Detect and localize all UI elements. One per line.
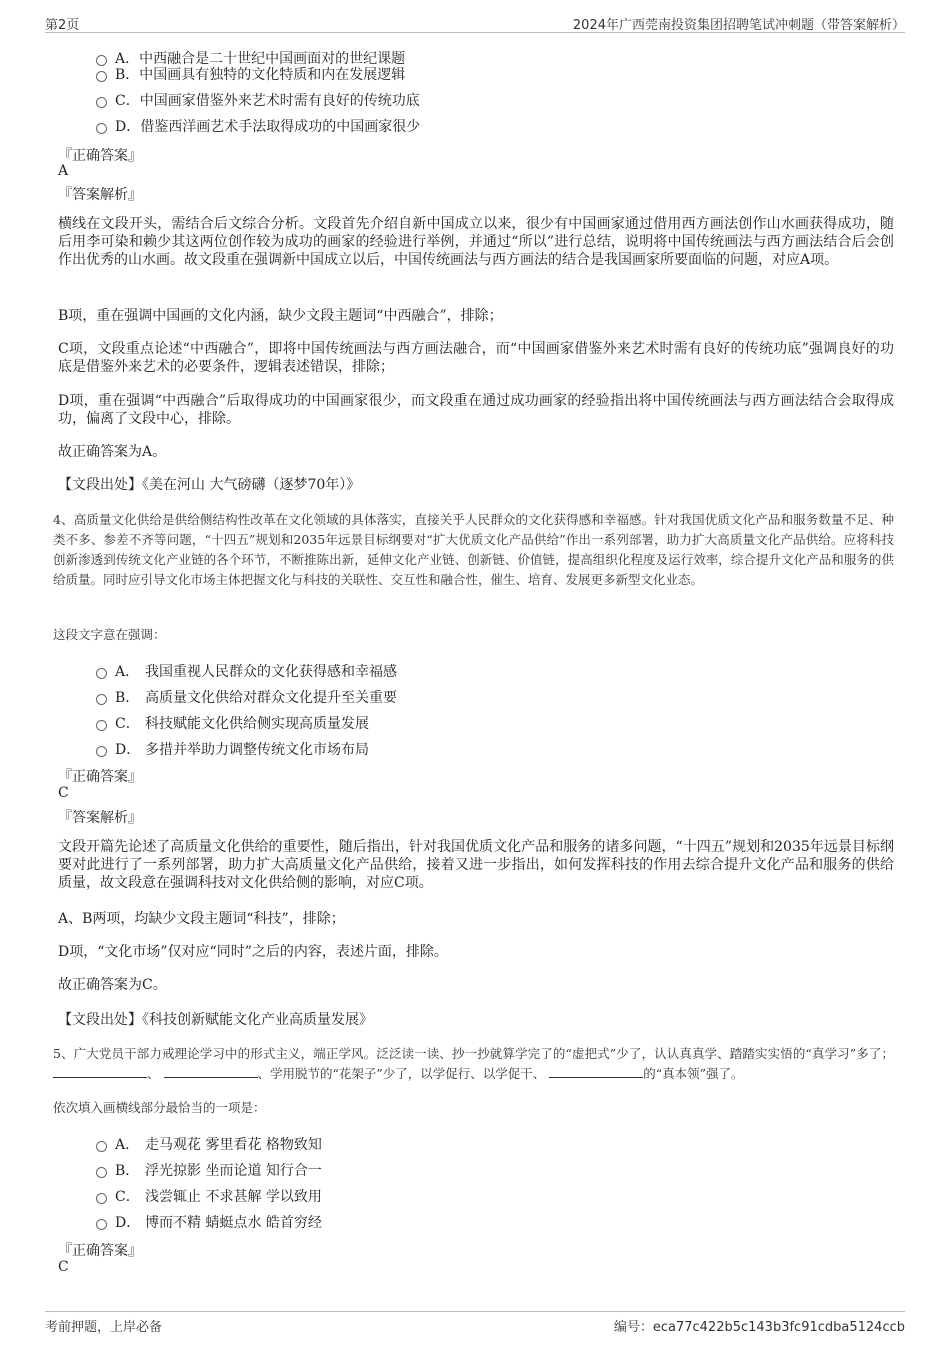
q3-analysis-label: 『答案解析』 — [58, 187, 142, 203]
document-id: 编号：eca77c422b5c143b3fc91cdba5124ccb — [613, 1320, 905, 1335]
radio-icon[interactable] — [96, 668, 107, 679]
q4-option-a[interactable]: A． 我国重视人民群众的文化获得感和幸福感 — [96, 661, 397, 681]
radio-icon[interactable] — [96, 97, 107, 108]
radio-icon[interactable] — [96, 746, 107, 757]
q5-prompt: 依次填入画横线部分最恰当的一项是： — [53, 1100, 266, 1115]
q3-option-d[interactable]: D．借鉴西洋画艺术手法取得成功的中国画家很少 — [96, 116, 420, 136]
radio-icon[interactable] — [96, 71, 107, 82]
q3-answer: A — [58, 163, 69, 179]
q3-option-c[interactable]: C．中国画家借鉴外来艺术时需有良好的传统功底 — [96, 90, 420, 110]
q5-option-c[interactable]: C． 浅尝辄止 不求甚解 学以致用 — [96, 1186, 322, 1206]
radio-icon[interactable] — [96, 1193, 107, 1204]
radio-icon[interactable] — [96, 720, 107, 731]
footer-slogan: 考前押题，上岸必备 — [45, 1320, 163, 1335]
q3-analysis-b: B项，重在强调中国画的文化内涵，缺少文段主题词“中西融合”，排除； — [58, 308, 503, 324]
q4-analysis-ab: A、B两项，均缺少文段主题词“科技”，排除； — [58, 911, 345, 927]
q4-analysis-d: D项，“文化市场”仅对应“同时”之后的内容，表述片面，排除。 — [58, 944, 448, 960]
fill-blank-3[interactable] — [549, 1065, 643, 1078]
q3-conclusion: 故正确答案为A。 — [58, 444, 167, 460]
q3-option-a[interactable]: A．中西融合是二十世纪中国画面对的世纪课题 — [96, 48, 405, 68]
q5-stem: 5、广大党员干部力戒理论学习中的形式主义，端正学风。泛泛读一读、抄一抄就算学完了的“虚把式”少了，认认真真学、踏踏实实悟的“真学习”多了； 、 、学用脱节的“花架子”少了，以学促行、以学促干、 的“真本领”强了。 — [53, 1046, 894, 1081]
q5-option-b[interactable]: B． 浮光掠影 坐而论道 知行合一 — [96, 1160, 322, 1180]
q4-analysis-label: 『答案解析』 — [58, 810, 142, 826]
page-number: 第2页 — [45, 18, 80, 33]
fill-blank-1[interactable] — [53, 1065, 147, 1078]
page-header — [45, 12, 905, 33]
q5-option-a[interactable]: A． 走马观花 雾里看花 格物致知 — [96, 1134, 322, 1154]
fill-blank-2[interactable] — [164, 1065, 258, 1078]
radio-icon[interactable] — [96, 1167, 107, 1178]
q3-source: 【文段出处】《美在河山 大气磅礴（逐梦70年）》 — [58, 477, 361, 493]
q4-stem: 4、高质量文化供给是供给侧结构性改革在文化领域的具体落实，直接关乎人民群众的文化获得感和幸福感。针对我国优质文化产品和服务数量不足、种类不多、参差不齐等问题，“十四五”规划和2035年远景目标纲要对“扩大优质文化产品供给”作出一系列部署，助力扩大高质量文化产品供给。应将科技创新渗透到传统文化产业链的各个环节，不断推陈出新，延伸文化产业链、创新链、价值链，提高组织化程度及运行效率，综合提升文化产品和服务的供给质量。同时应引导文化市场主体把握文化与科技的关联性、交互性和融合性，催生、培育、发展更多新型文化业态。 — [53, 512, 894, 587]
q3-analysis-main: 横线在文段开头，需结合后文综合分析。文段首先介绍自新中国成立以来，很少有中国画家通过借用西方画法创作山水画获得成功，随后用李可染和赖少其这两位创作较为成功的画家的经验进行举例，并通过“所以”进行总结，说明将中国传统画法与西方画法结合后会创作出优秀的山水画。故文段重在强调新中国成立以后，中国传统画法与西方画法的结合是我国画家所要面临的问题，对应A项。 — [58, 216, 894, 268]
q3-option-b[interactable]: B．中国画具有独特的文化特质和内在发展逻辑 — [96, 64, 405, 84]
radio-icon[interactable] — [96, 1141, 107, 1152]
q4-option-c[interactable]: C． 科技赋能文化供给侧实现高质量发展 — [96, 713, 369, 733]
q4-option-d[interactable]: D． 多措并举助力调整传统文化市场布局 — [96, 739, 369, 759]
q3-analysis-d: D项，重在强调“中西融合”后取得成功的中国画家很少，而文段重在通过成功画家的经验指出将中国传统画法与西方画法结合会取得成功，偏离了文段中心，排除。 — [58, 393, 894, 427]
q3-answer-label: 『正确答案』 — [58, 148, 142, 164]
q3-analysis-c: C项，文段重点论述“中西融合”，即将中国传统画法与西方画法融合，而“中国画家借鉴外来艺术时需有良好的传统功底”强调良好的功底是借鉴外来艺术的必要条件，逻辑表述错误，排除； — [58, 341, 894, 375]
q4-analysis-main: 文段开篇先论述了高质量文化供给的重要性，随后指出，针对我国优质文化产品和服务的诸多问题，“十四五”规划和2035年远景目标纲要对此进行了一系列部署，助力扩大高质量文化产品供给，接着又进一步指出，如何发挥科技的作用去综合提升文化产品和服务的供给质量，故文段意在强调科技对文化供给侧的影响，对应C项。 — [58, 839, 894, 891]
radio-icon[interactable] — [96, 1219, 107, 1230]
q5-answer: C — [58, 1259, 69, 1275]
radio-icon[interactable] — [96, 694, 107, 705]
q4-answer-label: 『正确答案』 — [58, 769, 142, 785]
q4-answer: C — [58, 785, 69, 801]
q4-prompt: 这段文字意在强调： — [53, 627, 166, 642]
q4-source: 【文段出处】《科技创新赋能文化产业高质量发展》 — [58, 1012, 373, 1028]
q5-answer-label: 『正确答案』 — [58, 1243, 142, 1259]
page-footer — [45, 1311, 905, 1336]
q4-option-b[interactable]: B． 高质量文化供给对群众文化提升至关重要 — [96, 687, 397, 707]
radio-icon[interactable] — [96, 123, 107, 134]
q4-conclusion: 故正确答案为C。 — [58, 977, 167, 993]
document-title: 2024年广西莞南投资集团招聘笔试冲刺题（带答案解析） — [572, 18, 905, 33]
q5-option-d[interactable]: D． 博而不精 蜻蜓点水 皓首穷经 — [96, 1212, 322, 1232]
